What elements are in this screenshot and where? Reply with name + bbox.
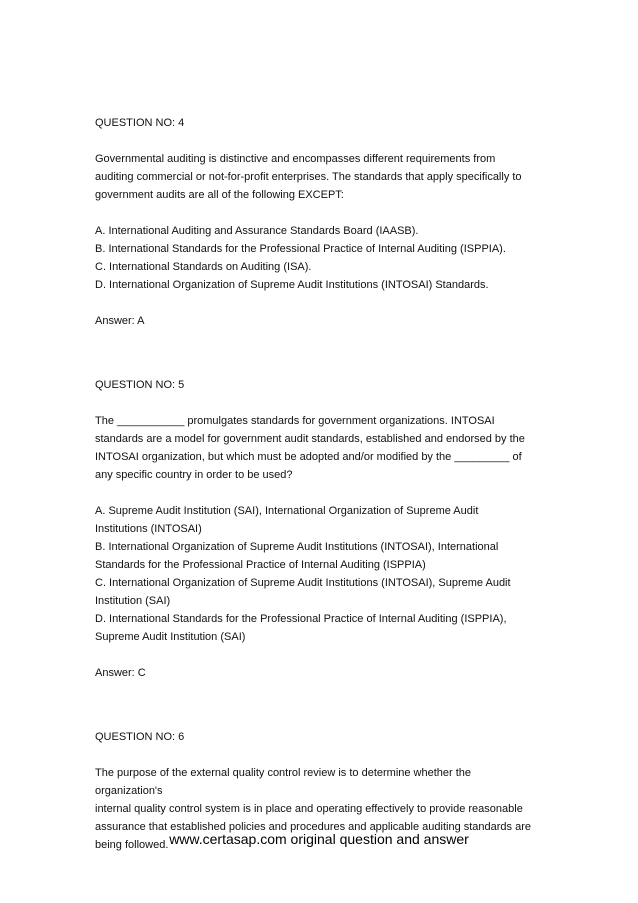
answer-option: Institution (SAI) [95,595,171,607]
answer-key: Answer: C [95,667,146,679]
answer-option: B. International Organization of Supreme Audit Institutions (INTOSAI), International [95,541,499,553]
question-stem-line: The purpose of the external quality control review is to determine whether the [95,767,472,779]
question-stem-line: any specific country in order to be used? [95,469,293,481]
question-stem-line: auditing commercial or not-for-profit enterprises. The standards that apply specifically to [95,171,522,183]
question-stem-line: The ___________ promulgates standards for government organizations. INTOSAI [95,415,495,427]
answer-option: D. International Standards for the Professional Practice of Internal Auditing (ISPPIA), [95,613,507,625]
question-stem-line: internal quality control system is in place and operating effectively to provide reasonable [95,803,523,815]
question-block-5 [95,376,555,682]
answer-option: Supreme Audit Institution (SAI) [95,631,246,643]
answer-key: Answer: A [95,315,145,327]
document-body [95,114,555,854]
answer-option: Institutions (INTOSAI) [95,523,202,535]
answer-option: A. International Auditing and Assurance Standards Board (IAASB). [95,225,419,237]
question-stem-line: standards are a model for government audit standards, established and endorsed by the [95,433,525,445]
answer-option: Standards for the Professional Practice of Internal Auditing (ISPPIA) [95,559,426,571]
question-stem-line: organization's [95,785,163,797]
page-footer: www.certasap.com original question and answer [169,831,469,847]
question-stem-line: being followed. [95,839,169,851]
answer-option: B. International Standards for the Professional Practice of Internal Auditing (ISPPIA). [95,243,506,255]
question-block-4 [95,114,555,330]
answer-option: C. International Standards on Auditing (ISA). [95,261,312,273]
question-heading: QUESTION NO: 6 [95,731,185,743]
answer-option: C. International Organization of Supreme Audit Institutions (INTOSAI), Supreme Audit [95,577,511,589]
question-heading: QUESTION NO: 5 [95,379,185,391]
question-stem-line: government audits are all of the following EXCEPT: [95,189,344,201]
question-stem-line: assurance that established policies and procedures and applicable auditing standards are [95,821,532,833]
answer-option: A. Supreme Audit Institution (SAI), International Organization of Supreme Audit [95,505,479,517]
question-heading: QUESTION NO: 4 [95,117,185,129]
question-stem-line: Governmental auditing is distinctive and encompasses different requirements from [95,153,496,165]
question-stem-line: INTOSAI organization, but which must be adopted and/or modified by the _________ of [95,451,522,463]
answer-option: D. International Organization of Supreme Audit Institutions (INTOSAI) Standards. [95,279,489,291]
